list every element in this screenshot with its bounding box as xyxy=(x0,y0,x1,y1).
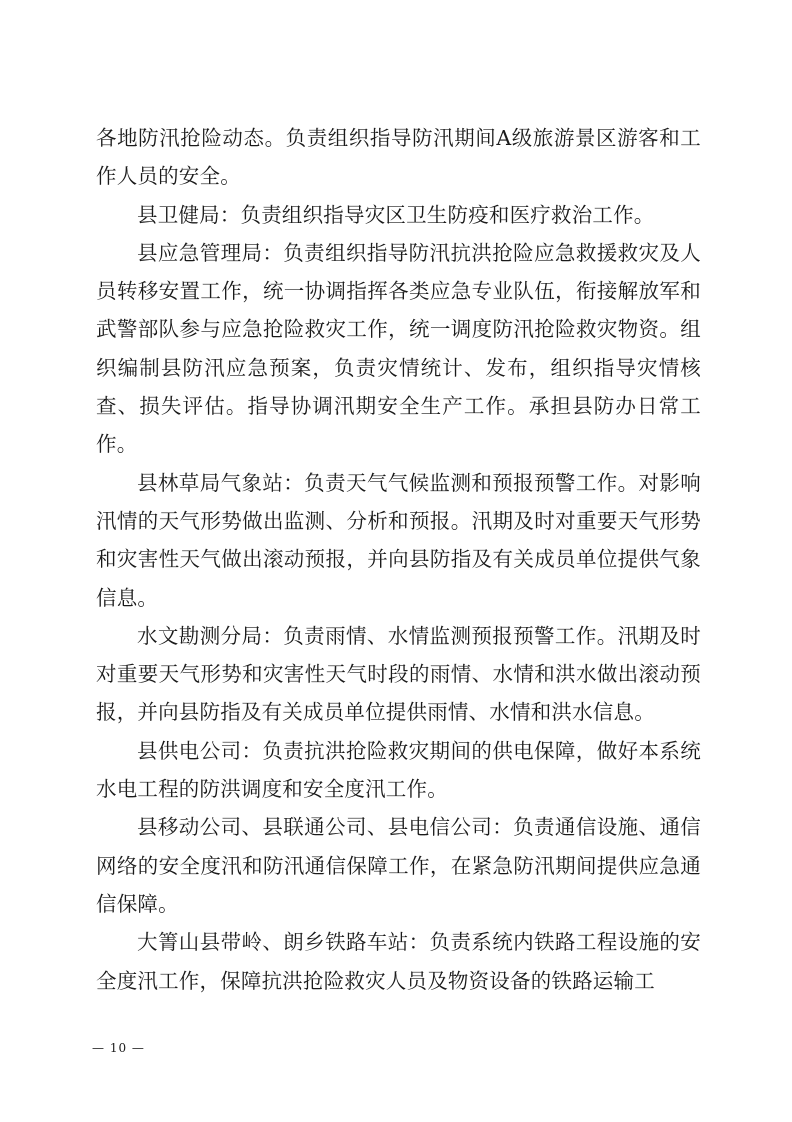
paragraph-hydrology-bureau: 水文勘测分局：负责雨情、水情监测预报预警工作。汛期及时对重要天气形势和灾害性天气时段的雨情、水情和洪水做出滚动预报，并向县防指及有关成员单位提供雨情、水情和洪水信息。 xyxy=(96,623,701,725)
paragraph-telecom-companies: 县移动公司、县联通公司、县电信公司：负责通信设施、通信网络的安全度汛和防汛通信保障工作，在紧急防汛期间提供应急通信保障。 xyxy=(96,815,701,916)
paragraph-emergency-management: 县应急管理局：负责组织指导防汛抗洪抢险应急救援救灾及人员转移安置工作，统一协调指挥各类应急专业队伍，衔接解放军和武警部队参与应急抢险救灾工作，统一调度防汛抢险救灾物资。组织编制县防汛应急预案，负责灾情统计、发布，组织指导灾情核查、损失评估。指导协调汛期安全生产工作。承担县防办日常工作。 xyxy=(96,240,701,457)
page-number: — 10 — xyxy=(92,1041,145,1055)
paragraph-weather-station: 县林草局气象站：负责天气气候监测和预报预警工作。对影响汛情的天气形势做出监测、分析和预报。汛期及时对重要天气形势和灾害性天气做出滚动预报，并向县防指及有关成员单位提供气象信息。 xyxy=(96,470,701,610)
paragraph-railway-stations: 大箐山县带岭、朗乡铁路车站：负责系统内铁路工程设施的安全度汛工作，保障抗洪抢险救灾人员及物资设备的铁路运输工 xyxy=(96,930,701,993)
document-body xyxy=(96,119,701,1000)
paragraph-tourism-continuation: 各地防汛抢险动态。负责组织指导防汛期间A级旅游景区游客和工作人员的安全。 xyxy=(96,126,701,189)
paragraph-power-company: 县供电公司：负责抗洪抢险救灾期间的供电保障，做好本系统水电工程的防洪调度和安全度汛工作。 xyxy=(96,738,701,802)
paragraph-health-bureau: 县卫健局：负责组织指导灾区卫生防疫和医疗救治工作。 xyxy=(137,202,655,227)
